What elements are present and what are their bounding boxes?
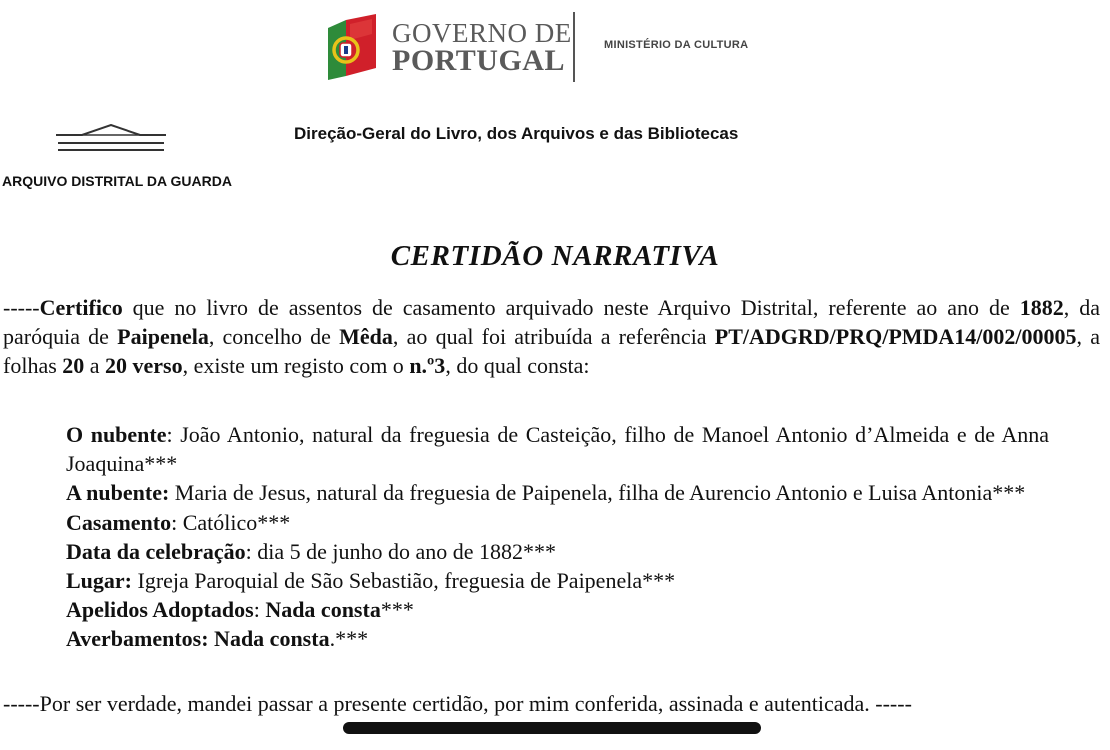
record-fields: [66, 420, 1049, 654]
closing-statement: -----Por ser verdade, mandei passar a presente certidão, por mim conferida, assinada e autenticada. -----: [3, 691, 912, 716]
intro-text: , a folhas: [3, 324, 1101, 378]
gov-name-line2: PORTUGAL: [392, 44, 565, 77]
place-field: [66, 566, 1049, 595]
intro-text: , da paróquia de: [3, 295, 1101, 349]
surnames-tail: ***: [380, 597, 414, 623]
ministry-name: MINISTÉRIO DA CULTURA: [604, 39, 749, 51]
intro-text: , ao qual foi atribuída a referência: [392, 324, 715, 349]
document-title: CERTIDÃO NARRATIVA: [390, 240, 720, 272]
county-name: Mêda: [339, 324, 393, 349]
annotations-field: [66, 624, 1049, 653]
annotations-label: Averbamentos: Nada consta: [66, 626, 330, 652]
surnames-value: Nada consta: [265, 597, 381, 623]
groom-field: [66, 420, 1049, 478]
intro-text: , do qual consta:: [445, 353, 590, 378]
leading-dashes: -----: [3, 295, 40, 320]
groom-label: O nubente: [66, 422, 167, 447]
archive-reference: PT/ADGRD/PRQ/PMDA14/002/00005: [714, 324, 1077, 349]
header-divider: [573, 12, 575, 82]
parish-name: Paipenela: [117, 324, 209, 349]
archive-name: ARQUIVO DISTRITAL DA GUARDA: [2, 173, 232, 189]
date-value: : dia 5 de junho do ano de 1882***: [245, 538, 557, 564]
bride-label: A nubente:: [66, 480, 170, 506]
folio-from: 20: [62, 353, 85, 378]
date-label: Data da celebração: [66, 538, 246, 564]
place-label: Lugar:: [66, 568, 132, 594]
intro-text: a: [84, 353, 106, 378]
surnames-label: Apelidos Adoptados: [66, 597, 254, 623]
marriage-field: [66, 508, 1049, 537]
surnames-field: [66, 595, 1049, 624]
folio-to: 20 verso: [105, 353, 183, 378]
bride-value: Maria de Jesus, natural da freguesia de Paipenela, filha de Aurencio Antonio e Luisa Antonia***: [169, 480, 1026, 506]
portugal-flag-emblem-icon: [326, 14, 378, 80]
date-field: [66, 537, 1049, 566]
place-value: Igreja Paroquial de São Sebastião, freguesia de Paipenela***: [132, 568, 676, 594]
annotations-tail: .***: [329, 626, 369, 652]
government-logo-text: [392, 20, 572, 76]
surnames-separator: :: [253, 597, 266, 623]
year: 1882: [1019, 295, 1064, 320]
certifico-word: Certifico: [39, 295, 123, 320]
groom-value: : João Antonio, natural da freguesia de Casteição, filho de Manoel Antonio d’Almeida e de Anna Joaquina***: [66, 422, 1049, 477]
certification-paragraph: [3, 293, 1100, 380]
record-number: n.º3: [409, 353, 446, 378]
intro-text: , existe um registo com o: [182, 353, 410, 378]
gov-name-line1: GOVERNO DE: [392, 18, 572, 48]
directorate-name: Direção-Geral do Livro, dos Arquivos e das Bibliotecas: [294, 124, 739, 143]
marriage-label: Casamento: [66, 509, 172, 535]
building-roof-logo-icon: [52, 124, 170, 154]
intro-text: , concelho de: [208, 324, 340, 349]
bride-field: [66, 478, 1049, 507]
scroll-indicator[interactable]: [343, 722, 761, 734]
marriage-value: : Católico***: [171, 509, 291, 535]
intro-text: que no livro de assentos de casamento arquivado neste Arquivo Distrital, referente ao ano de: [122, 295, 1020, 320]
